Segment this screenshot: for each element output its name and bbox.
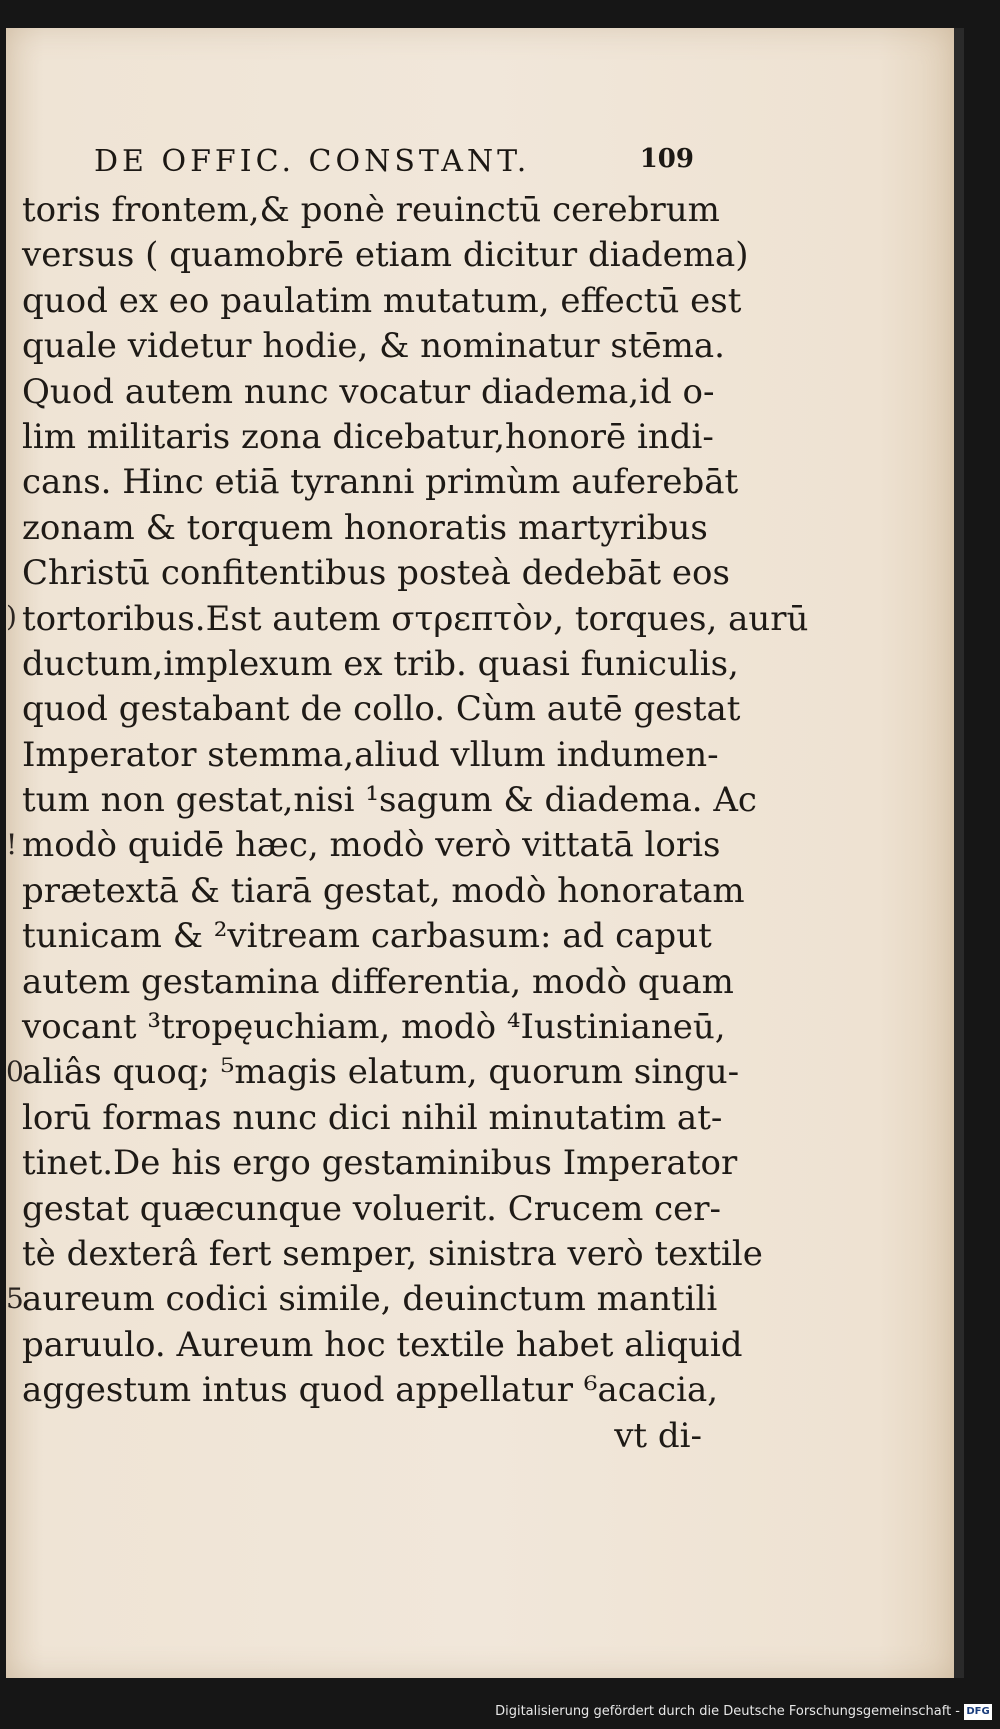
dfg-logo-icon: DFG [964,1704,992,1720]
text-line: lim militaris zona dicebatur,honorē indi- [22,416,714,457]
text-line: quale videtur hodie, & nominatur stēma. [22,326,725,367]
text-line: toris frontem,& ponè reuinctū cerebrum [22,190,720,230]
folio-number: 109 [639,144,694,174]
book-page [6,28,954,1678]
text-line: tum non gestat,nisi ¹sagum & diadema. Ac [22,780,757,821]
body-text [22,188,809,1459]
text-line: aggestum intus quod appellatur ⁶acacia, [22,1370,719,1411]
text-line: tortoribus.Est autem στρεπτὸν, torques, aurū [22,598,809,639]
text-line: vocant ³tropęuchiam, modò ⁴Iustinianeū, [22,1007,726,1048]
text-line: quod gestabant de collo. Cùm autē gestat [22,689,741,730]
text-line: tè dexterâ fert semper, sinistra verò textile [22,1233,763,1274]
text-line: gestat quæcunque voluerit. Crucem cer- [22,1188,722,1229]
margin-mark: ! [6,828,18,861]
text-line: tunicam & ²vitream carbasum: ad caput [22,916,712,957]
page-header [94,140,694,184]
text-line: prætextā & tiarā gestat, modò honoratam [22,870,745,911]
text-line: zonam & torquem honoratis martyribus [22,507,708,548]
catchword: vt di- [614,1415,702,1456]
text-line: versus ( quamobrē etiam dicitur diadema) [22,235,749,276]
text-line: Christū confitentibus posteà dedebāt eos [22,553,730,594]
text-line: paruulo. Aureum hoc textile habet aliquid [22,1324,743,1365]
text-line: tinet.De his ergo gestaminibus Imperator [22,1143,738,1184]
text-line: cans. Hinc etiā tyranni primùm auferebāt [22,462,739,503]
text-line: lorū formas nunc dici nihil minutatim at- [22,1097,723,1138]
text-line: autem gestamina differentia, modò quam [22,961,734,1002]
text-line: aliâs quoq; ⁵magis elatum, quorum singu- [22,1052,740,1093]
text-line: modò quidē hæc, modò verò vittatā loris [22,825,721,866]
footer-bar [0,1700,1000,1729]
page-edge [954,28,964,1678]
text-line: ductum,implexum ex trib. quasi funiculis, [22,643,739,684]
margin-mark: ) [6,600,17,633]
text-line: aureum codici simile, deuinctum mantili [22,1279,718,1320]
funding-credit: Digitalisierung gefördert durch die Deutsche Forschungsgemeinschaft - [495,1704,960,1719]
running-head: DE OFFIC. CONSTANT. [94,144,531,179]
text-line: Imperator stemma,aliud vllum indumen- [22,734,719,775]
margin-mark: 0 [6,1055,24,1088]
text-line: quod ex eo paulatim mutatum, effectū est [22,280,742,321]
text-line: Quod autem nunc vocatur diadema,id o- [22,371,715,412]
margin-mark: 5 [6,1282,24,1315]
